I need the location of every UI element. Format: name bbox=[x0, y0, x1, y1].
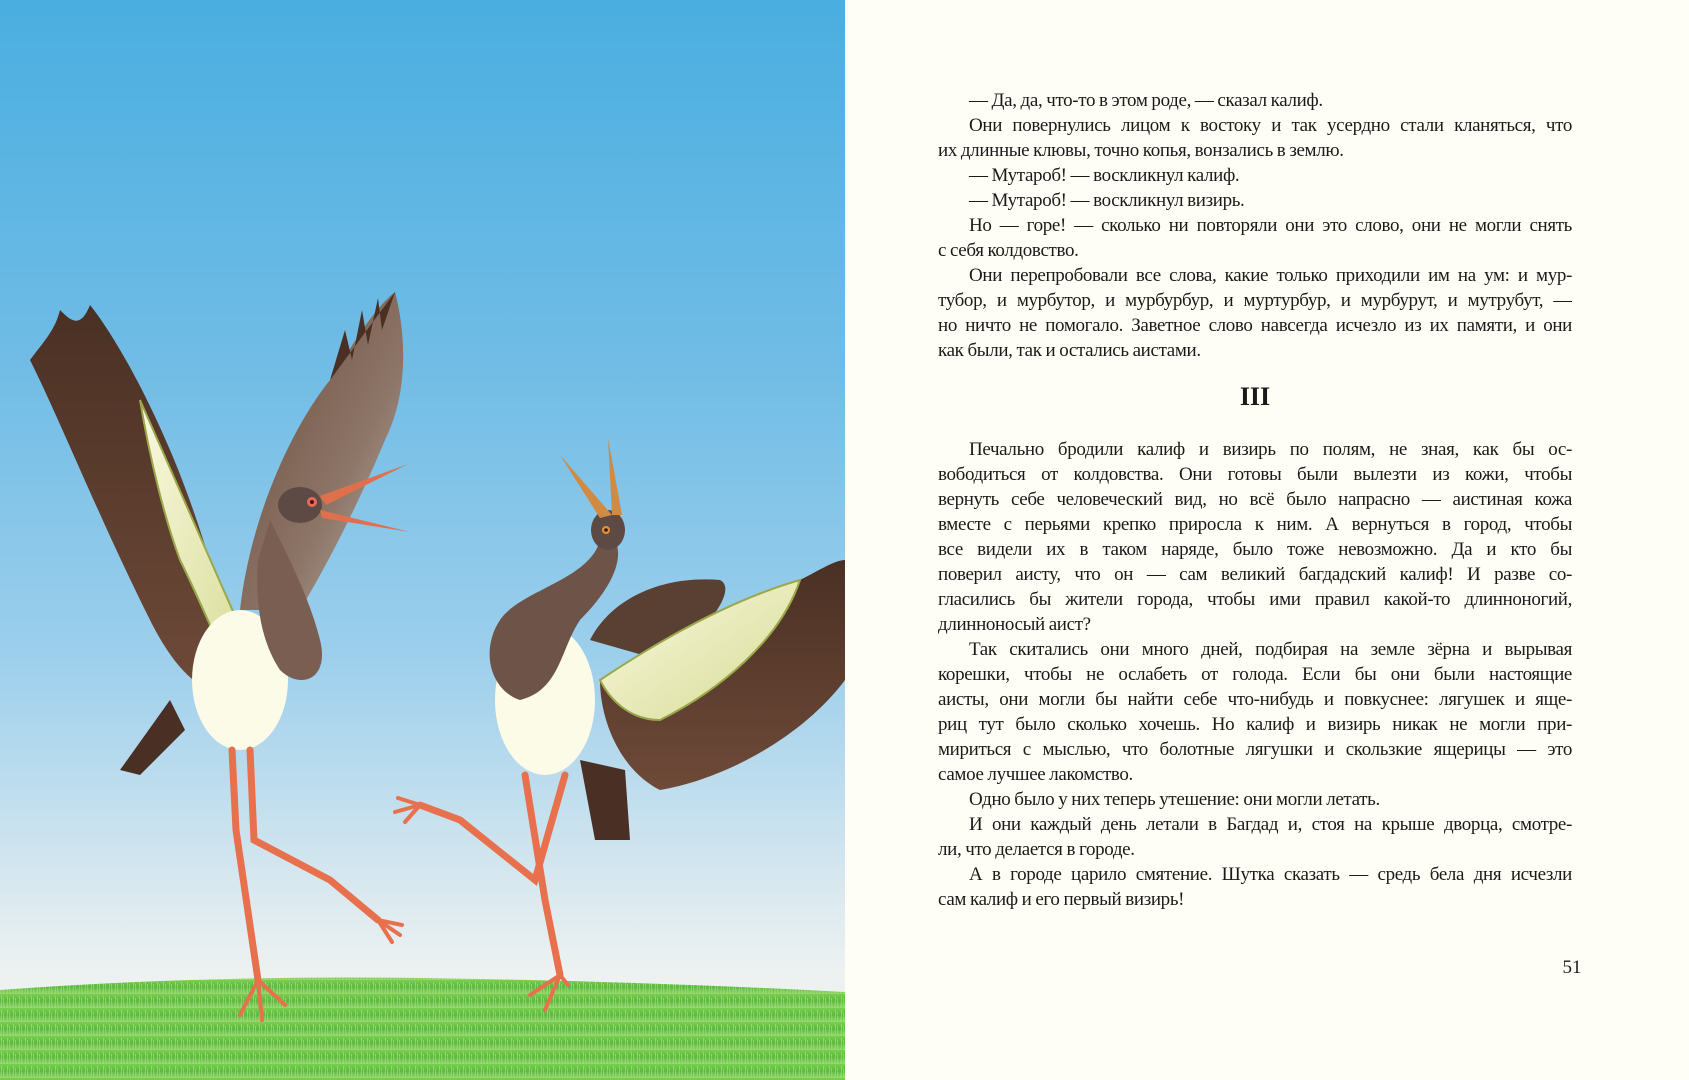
text-line: аисты, они могли бы найти себе что-нибудь и повкуснее: лягушек и яще- bbox=[938, 689, 1572, 710]
text-line: мириться с мыслью, что болотные лягушки и скользкие ящерицы — это bbox=[938, 739, 1572, 760]
chapter-heading: III bbox=[1239, 382, 1271, 411]
text-line: корешки, чтобы не ослабеть от голода. Если бы они были настоящие bbox=[938, 664, 1572, 685]
text-line: тубор, и мурбутор, и мурбурбур, и муртурбур, и мурбурут, и мутрубут, — bbox=[938, 290, 1572, 311]
text-block-1 bbox=[938, 88, 1572, 363]
text-line: ли, что делается в городе. bbox=[938, 839, 1135, 860]
text-line: вернуть себе человеческий вид, но всё было напрасно — аистиная кожа bbox=[938, 489, 1572, 510]
text-line: — Да, да, что-то в этом роде, — сказал калиф. bbox=[969, 90, 1323, 111]
text-line: Они повернулись лицом к востоку и так усердно стали кланяться, что bbox=[969, 115, 1572, 136]
text-line: самое лучшее лакомство. bbox=[938, 764, 1133, 785]
text-line: риц тут было сколько хочешь. Но калиф и визирь никак не могли при- bbox=[938, 714, 1572, 735]
page-number: 51 bbox=[1562, 957, 1582, 978]
text-line: А в городе царило смятение. Шутка сказать — средь бела дня исчезли bbox=[969, 864, 1572, 885]
text-line: вместе с перьями крепко приросла к ним. А вернуться в город, чтобы bbox=[938, 514, 1572, 535]
text-block-2 bbox=[938, 437, 1572, 912]
text-line: гласились бы жители города, чтобы ими правил какой-то длинноногий, bbox=[938, 589, 1572, 610]
text-line: — Мутароб! — воскликнул визирь. bbox=[969, 190, 1245, 211]
text-page bbox=[845, 0, 1689, 1080]
text-line: Одно было у них теперь утешение: они могли летать. bbox=[969, 789, 1380, 810]
text-line: как были, так и остались аистами. bbox=[938, 340, 1201, 361]
grass-meadow bbox=[0, 978, 845, 1080]
text-line: сам калиф и его первый визирь! bbox=[938, 889, 1185, 910]
text-line: вободиться от колдовства. Они готовы были вылезти из кожи, чтобы bbox=[938, 464, 1572, 485]
text-line: Но — горе! — сколько ни повторяли они это слово, они не могли снять bbox=[969, 215, 1572, 236]
text-line: длинноносый аист? bbox=[938, 614, 1091, 635]
text-line: с себя колдовство. bbox=[938, 240, 1079, 261]
text-line: Они перепробовали все слова, какие только приходили им на ум: и мур- bbox=[969, 265, 1572, 286]
text-line: И они каждый день летали в Багдад и, стоя на крыше дворца, смотре- bbox=[969, 814, 1572, 835]
text-line: — Мутароб! — воскликнул калиф. bbox=[969, 165, 1240, 186]
text-line: Так скитались они много дней, подбирая на земле зёрна и вырывая bbox=[969, 639, 1572, 660]
text-line: все видели их в таком наряде, было тоже невозможно. Да и кто бы bbox=[938, 539, 1572, 560]
text-line: Печально бродили калиф и визирь по полям, не зная, как бы ос- bbox=[969, 439, 1572, 460]
text-line: их длинные клювы, точно копья, вонзались в землю. bbox=[938, 140, 1344, 161]
text-line: поверил аисту, что он — сам великий багдадский калиф! И разве со- bbox=[938, 564, 1572, 585]
text-line: но ничто не помогало. Заветное слово навсегда исчезло из их памяти, и они bbox=[938, 315, 1572, 336]
